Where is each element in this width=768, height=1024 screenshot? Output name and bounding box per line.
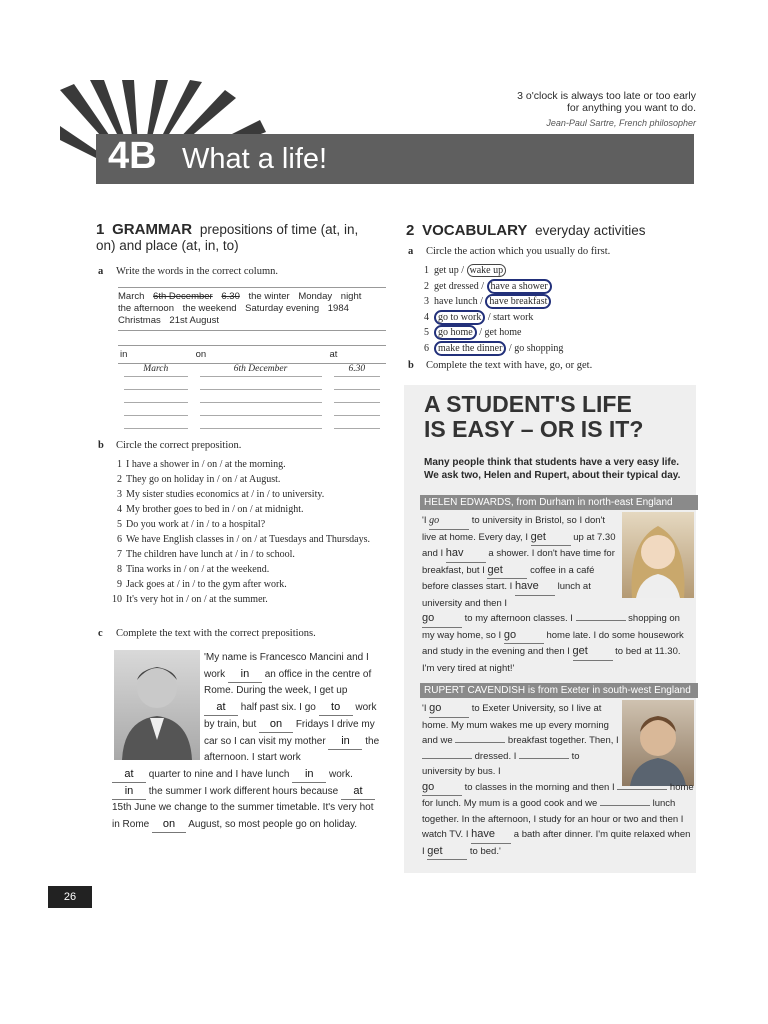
passage-text: to bed at 11.30. I'm very tired at night!' [422,646,681,674]
item-number: 5 [117,519,122,530]
list-item: 4 go to work / start work [424,310,563,326]
word: 1984 [327,303,349,314]
answer-blank[interactable] [455,742,505,743]
passage-text: Fridays I drive my car so I can visit my mother [204,719,375,747]
answer-blank[interactable]: go [504,628,544,645]
item-number: 5 [424,327,429,338]
passage-text: home late. I do some housework and study in the evening and then I [422,629,684,657]
answer-blank[interactable]: in [292,766,326,783]
section-topic-1: prepositions of time (at, in, [199,222,359,237]
passage-text: coffee in a café before classes start. I [422,564,595,592]
answer-blank[interactable] [617,789,667,790]
option-second-circled[interactable]: have breakfast [485,294,551,309]
sentence-text: Jack goes at / in / to the gym after work. [126,579,287,590]
passage-text: work by train, but [204,702,377,730]
word-box [118,287,386,331]
answer-blank[interactable]: on [152,816,186,833]
list-item: 6 make the dinner / go shopping [424,341,563,357]
instruction-text: Complete the text with the correct prepositions. [116,628,316,639]
sentence-text: Tina works in / on / at the weekend. [126,564,270,575]
epigraph-quote [430,90,696,129]
exercise-letter: a [98,266,104,277]
sentence-text: My sister studies economics at / in / to university. [126,489,325,500]
list-item[interactable] [112,472,392,487]
exercise-letter: c [98,628,103,639]
section-label: VOCABULARY [422,222,528,239]
answer-blank[interactable] [576,620,626,621]
exercise-letter: b [408,360,414,371]
answer-blank[interactable]: go [429,513,469,530]
column-header-at: at [328,346,387,364]
item-number: 10 [112,594,122,605]
item-number: 8 [117,564,122,575]
answer-blank[interactable]: in [228,666,262,683]
passage-text: a shower. I don't have time for breakfast, but I [422,548,615,576]
answer-blank[interactable]: go [422,611,462,628]
table-cell-blank[interactable] [124,416,188,429]
answer-blank[interactable]: in [328,733,362,750]
word: the weekend [182,303,237,314]
vocabulary-heading [406,222,696,239]
answer-blank[interactable] [519,758,569,759]
exercise-1a-instruction [98,266,278,277]
passage-text: a bath after dinner. I'm quite relaxed when I [422,829,691,857]
reading-title [424,392,684,442]
reading-intro: Many people think that students have a very easy life. We ask two, Helen and Rupert, about their typical day. [424,457,681,481]
passage-text: 'I [422,515,427,526]
exercise-1b-instruction [98,440,241,451]
section-number: 1 [96,221,105,238]
rupert-caption-strip: RUPERT CAVENDISH is from Exeter in south-west England [420,683,698,698]
item-number: 1 [424,265,429,276]
table-cell-blank[interactable] [124,377,188,390]
preposition-sentences [112,457,392,607]
table-cell-example[interactable]: 6.30 [334,364,381,377]
answer-blank[interactable]: at [112,766,146,783]
option-first-circled[interactable]: go home [434,325,477,340]
option-first[interactable]: get dressed [434,280,479,292]
answer-blank[interactable] [422,758,472,759]
unit-code: 4B [108,135,157,177]
option-first-circled[interactable]: go to work [434,310,485,325]
section-topic-2: on) and place (at, in, to) [96,238,239,253]
passage-text: shopping on my way home, so I [422,613,680,641]
list-item[interactable] [112,517,392,532]
table-cell-blank[interactable] [200,377,322,390]
answer-blank[interactable]: go [422,780,462,797]
option-second[interactable]: get home [484,327,522,338]
word: the afternoon [118,303,174,314]
answer-blank[interactable]: have [471,827,511,844]
passage-text: home for lunch. My mum is a good cook and we [422,781,694,809]
passage-text: lunch at university and then I [422,581,591,609]
passage-text: to university by bus. I [422,750,580,777]
list-item: 3 have lunch / have breakfast [424,294,563,310]
list-item: 1 get up / wake up [424,263,563,279]
item-number: 9 [117,579,122,590]
passage-text: 'My name is Francesco Mancini and I work [204,652,369,680]
answer-blank[interactable]: get [531,530,571,547]
list-item[interactable] [112,547,392,562]
passage-text: 15th June we change to the summer timetable. It's very hot in Rome [112,802,374,830]
column-header-in: in [118,346,194,364]
option-first[interactable]: get up [434,265,459,276]
word: night [340,291,362,302]
option-second-circled[interactable]: wake up [467,264,507,277]
item-number: 4 [117,504,122,515]
passage-text: 'I [422,703,427,714]
table-cell-example[interactable]: March [124,364,188,377]
word: Saturday evening [245,303,320,314]
quote-line-2: for anything you want to do. [567,102,696,114]
answer-blank[interactable] [600,805,650,806]
passage-text: dressed. I [474,750,517,762]
table-cell-blank[interactable] [200,403,322,416]
table-cell-blank[interactable] [334,377,381,390]
grammar-heading [96,222,386,254]
sentence-text: My brother goes to bed in / on / at midnight. [126,504,304,515]
item-number: 6 [117,534,122,545]
page-number: 26 [48,886,92,908]
answer-blank[interactable]: in [112,783,146,800]
word: 6th December [153,291,213,302]
section-topic: everyday activities [535,223,646,238]
reading-title-line-1: A STUDENT'S LIFE [424,391,632,417]
option-first-circled[interactable]: make the dinner [434,341,506,356]
answer-blank[interactable]: hav [446,546,486,563]
answer-blank[interactable]: get [573,644,613,661]
answer-blank[interactable]: on [259,716,293,733]
exercise-2b-instruction [408,360,592,371]
list-item[interactable] [112,457,392,472]
helen-text [422,513,694,676]
list-item[interactable] [112,532,392,547]
table-cell-blank[interactable] [124,390,188,403]
instruction-text: Circle the correct preposition. [116,440,242,451]
prepositions-table [118,345,386,429]
sentence-text: Do you work at / in / to a hospital? [126,519,266,530]
sentence-text: It's very hot in / on / at the summer. [126,594,268,605]
list-item[interactable] [112,577,392,592]
sentence-text: The children have lunch at / in / to school. [126,549,295,560]
exercise-letter: b [98,440,104,451]
passage-text: August, so most people go on holiday. [188,819,358,830]
item-number: 1 [117,459,122,470]
item-number: 7 [117,549,122,560]
table-cell-blank[interactable] [334,403,381,416]
passage-text: to Exeter University, so I live at home. My mum wakes me up every morning and we [422,703,609,746]
instruction-text: Circle the action which you usually do first. [426,246,611,257]
answer-blank[interactable]: to [319,699,353,716]
passage-text: to bed.' [469,845,501,857]
item-number: 3 [424,296,429,307]
answer-blank[interactable]: at [341,783,375,800]
word: the winter [248,291,290,302]
word: 6.30 [221,291,240,302]
list-item[interactable] [112,562,392,577]
passage-text: to my afternoon classes. I [464,613,573,624]
option-second[interactable]: go shopping [514,342,564,354]
exercise-2a-instruction [408,246,610,257]
exercise-1c-instruction [98,628,316,639]
passage-text: lunch together. In the afternoon, I study for an hour or two and then I watch TV. I [422,798,684,840]
passage-text: the afternoon. I start work [204,736,380,763]
item-number: 3 [117,489,122,500]
list-item[interactable] [112,502,392,517]
table-cell-blank[interactable] [124,403,188,416]
rupert-text [422,701,694,860]
column-header-on: on [194,346,328,364]
section-label: GRAMMAR [112,221,193,238]
sentence-text: We have English classes in / on / at Tuesdays and Thursdays. [126,534,370,545]
answer-blank[interactable]: at [204,699,238,716]
item-number: 2 [117,474,122,485]
passage-text: work. [329,769,353,780]
section-number: 2 [406,222,415,239]
table-cell-blank[interactable] [200,390,322,403]
table-cell-example[interactable]: 6th December [200,364,322,377]
activity-pairs [424,263,563,356]
list-item: 5 go home / get home [424,325,563,341]
francesco-text [112,650,384,833]
option-first[interactable]: have lunch [434,296,478,307]
exercise-letter: a [408,246,414,257]
table-cell-blank[interactable] [334,416,381,429]
option-second[interactable]: start work [493,311,534,323]
instruction-text: Complete the text with have, go, or get. [426,360,593,371]
sentence-text: They go on holiday in / on / at August. [126,474,281,485]
item-number: 6 [424,342,429,354]
sentence-text: I have a shower in / on / at the morning. [126,459,286,470]
answer-blank[interactable]: have [515,579,555,596]
quote-line-1: 3 o'clock is always too late or too early [517,90,696,102]
answer-blank[interactable]: go [429,701,469,718]
passage-text: breakfast together. Then, I [507,735,619,746]
word: Christmas [118,315,161,326]
instruction-text: Write the words in the correct column. [116,266,278,277]
reading-title-line-2: IS EASY – OR IS IT? [424,416,644,442]
word: 21st August [169,315,220,326]
unit-title: What a life! [182,143,328,175]
answer-blank[interactable]: get [427,844,467,861]
table-cell-blank[interactable] [334,390,381,403]
passage-text: up at 7.30 and I [422,531,616,559]
word: March [118,291,145,302]
answer-blank[interactable]: get [487,563,527,580]
list-item[interactable] [112,592,392,607]
item-number: 4 [424,311,429,323]
passage-text: half past six. I go [240,702,316,713]
passage-text: to university in Bristol, so I don't live at home. Every day, I [422,515,606,543]
option-second-circled[interactable]: have a shower [487,279,552,294]
list-item[interactable] [112,487,392,502]
passage-text: an office in the centre of Rome. During the week, I get up [204,669,372,696]
item-number: 2 [424,280,429,292]
word: Monday [298,291,333,302]
helen-caption-strip: HELEN EDWARDS, from Durham in north-east England [420,495,698,510]
quote-author: Jean-Paul Sartre, French philosopher [546,118,696,128]
passage-text: the summer I work different hours because [148,786,339,797]
passage-text: quarter to nine and I have lunch [148,769,290,780]
list-item: 2 get dressed / have a shower [424,279,563,295]
table-cell-blank[interactable] [200,416,322,429]
passage-text: to classes in the morning and then I [464,781,615,793]
